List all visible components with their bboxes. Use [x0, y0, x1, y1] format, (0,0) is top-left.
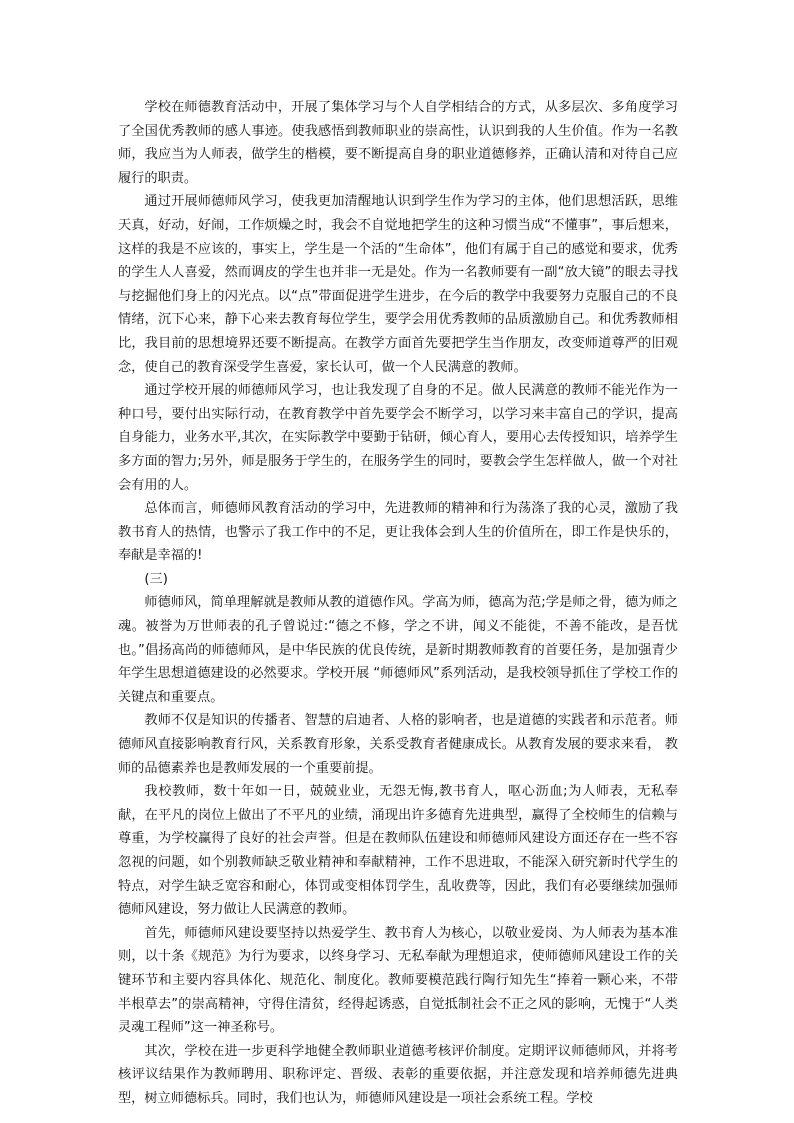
paragraph: 通过开展师德师风学习，使我更加清醒地认识到学生作为学习的主体，他们思想活跃，思维天真，好动，好闹，工作烦燥之时，我会不自觉地把学生的这种习惯当成“不懂事”，事后想来，这样的我是不应该的，事实上，学生是一个活的“生命体”，他们有属于自己的感觉和要求，优秀的学生人人喜爱，然而调皮的学生也并非一无是处。作为一名教师要有一副“放大镜”的眼去寻找与挖掘他们身上的闪光点。以“点”带面促进学生进步，在今后的教学中我要努力克服自己的不良情绪，沉下心来，静下心来去教育每位学生，要学会用优秀教师的品质激励自己。和优秀教师相比，我目前的思想境界还要不断提高。在教学方面首先要把学生当作朋友，改变师道尊严的旧观念，使自己的教育深受学生喜爱，家长认可，做一个人民满意的教师。 [118, 194, 678, 375]
paragraph: 教师不仅是知识的传播者、智慧的启迪者、人格的影响者，也是道德的实践者和示范者。师德师风直接影响教育行风，关系教育形象，关系受教育者健康成长。从教育发展的要求来看， 教师的品德素养也是教师发展的一个重要前提。 [118, 713, 678, 776]
paragraph: 其次，学校在进一步更科学地健全教师职业道德考核评价制度。定期评议师德师风，并将考核评议结果作为教师聘用、职称评定、晋级、表彰的重要依据，并注意发现和培养师德先进典型，树立师德标兵。同时，我们也认为，师德师风建设是一项社会系统工程。学校 [118, 1043, 678, 1106]
paragraph: 通过学校开展的师德师风学习，也让我发现了自身的不足。做人民满意的教师不能光作为一种口号，要付出实际行动，在教育教学中首先要学会不断学习，以学习来丰富自己的学识，提高自身能力，业务水平,其次，在实际教学中要勤于钻研，倾心育人，要用心去传授知识，培养学生多方面的智力;另外，师是服务于学生的，在服务学生的同时，要教会学生怎样做人，做一个对社会有用的人。 [118, 383, 678, 493]
paragraph: 首先，师德师风建设要坚持以热爱学生、教书育人为核心，以敬业爱岗、为人师表为基本准则，以十条《规范》为行为要求，以终身学习、无私奉献为理想追求，使师德师风建设工作的关键环节和主要内容具体化、规范化、制度化。教师要模范践行陶行知先生“捧着一颗心来，不带半根草去”的崇高精神，守得住清贫，经得起诱惑，自觉抵制社会不正之风的影响，无愧于“人类灵魂工程师”这一神圣称号。 [118, 925, 678, 1036]
document-page [118, 96, 678, 1111]
paragraph: 总体而言，师德师风教育活动的学习中，先进教师的精神和行为荡涤了我的心灵，激励了我教书育人的热情，也警示了我工作中的不足，更让我体会到人生的价值所在，即工作是快乐的，奉献是幸福的! [118, 501, 678, 564]
paragraph: 我校教师，数十年如一日，兢兢业业，无怨无悔,教书育人，呕心沥血;为人师表，无私奉献，在平凡的岗位上做出了不平凡的业绩，涌现出许多德育先进典型，赢得了全校师生的信赖与尊重，为学校赢得了良好的社会声誉。但是在教师队伍建设和师德师风建设方面还存在一些不容忽视的问题，如个别教师缺乏敬业精神和奉献精神，工作不思进取，不能深入研究新时代学生的特点，对学生缺乏宽容和耐心，体罚或变相体罚学生，乱收费等，因此，我们有必要继续加强师德师风建设，努力做让人民满意的教师。 [118, 784, 678, 918]
paragraph: 师德师风，简单理解就是教师从教的道德作风。学高为师，德高为范;学是师之骨，德为师之魂。被誉为万世师表的孔子曾说过:“德之不修，学之不讲，闻义不能徙，不善不能改，是吾忧也。”倡扬高尚的师德师风，是中华民族的优良传统，是新时期教师教育的首要任务，是加强青少年学生思想道德建设的必然要求。学校开展 “师德师风”系列活动，是我校领导抓住了学校工作的关键点和重要点。 [118, 595, 678, 705]
section-heading: (三) [144, 571, 168, 587]
paragraph: 学校在师德教育活动中，开展了集体学习与个人自学相结合的方式，从多层次、多角度学习了全国优秀教师的感人事迹。使我感悟到教师职业的崇高性，认识到我的人生价值。作为一名教师，我应当为人师表，做学生的楷模，要不断提高自身的职业道德修养，正确认清和对待自己应履行的职责。 [118, 100, 678, 186]
